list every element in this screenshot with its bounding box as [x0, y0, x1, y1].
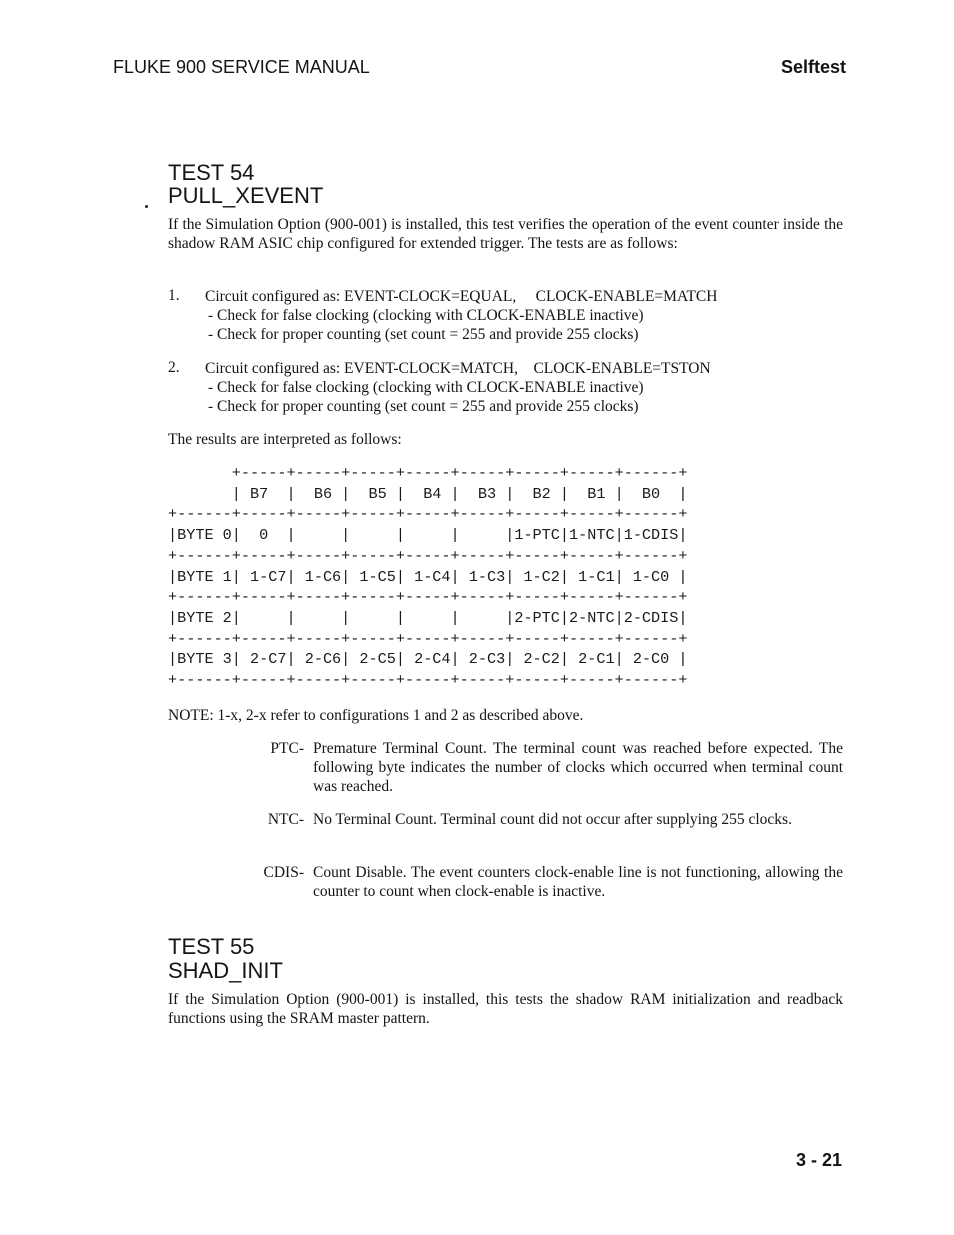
item-2-number: 2.	[168, 359, 180, 376]
test55-subtitle: SHAD_INIT	[168, 958, 283, 983]
item-1-sub-1: - Check for false clocking (clocking with CLOCK-ENABLE inactive)	[208, 307, 644, 324]
definition-term-ptc: PTC-	[270, 740, 304, 757]
results-intro: The results are interpreted as follows:	[168, 431, 402, 448]
test54-title: TEST 54	[168, 160, 255, 185]
item-1-text: Circuit configured as: EVENT-CLOCK=EQUAL, CLOCK-ENABLE=MATCH	[205, 288, 718, 305]
test55-intro: If the Simulation Option (900-001) is installed, this tests the shadow RAM initialization and readback functions using the SRAM master pattern.	[168, 991, 843, 1027]
definition-text-cdis: Count Disable. The event counters clock-enable line is not functioning, allowing the counter to count when clock-enable is inactive.	[313, 864, 843, 900]
byte-bit-table: +-----+-----+-----+-----+-----+-----+-----+------+ | B7 | B6 | B5 | B4 | B3 | B2 | B1 | B0 | +------+-----+-----+-----+-----+-----+-----+-----+------+ |BYTE 0| 0 | | | | |1-PTC|1-NTC|1-CDIS| +------+-----+-----+-----+-----+-----+-----+-----+------+ |BYTE 1| 1-C7| 1-C6| 1-C5| 1-C4| 1-C3| 1-C2| 1-C1| 1-C0 | +------+-----+-----+-----+-----+-----+-----+-----+------+ |BYTE 2| | | | | |2-PTC|2-NTC|2-CDIS| +------+-----+-----+-----+-----+-----+-----+-----+------+ |BYTE 3| 2-C7| 2-C6| 2-C5| 2-C4| 2-C3| 2-C2| 2-C1| 2-C0 | +------+-----+-----+-----+-----+-----+-----+-----+------+	[168, 464, 688, 690]
definition-term-ntc: NTC-	[267, 811, 304, 828]
table-note: NOTE: 1-x, 2-x refer to configurations 1 and 2 as described above.	[168, 707, 584, 724]
test55-title: TEST 55	[168, 934, 255, 959]
test54-subtitle: PULL_XEVENT	[168, 183, 324, 208]
item-2-sub-2: - Check for proper counting (set count = 255 and provide 255 clocks)	[208, 398, 639, 415]
test54-intro: If the Simulation Option (900-001) is installed, this test verifies the operation of the event counter inside the shadow RAM ASIC chip configured for extended trigger. The tests are as follows:	[168, 216, 843, 252]
item-1-number: 1.	[168, 287, 180, 304]
item-1-sub-2: - Check for proper counting (set count = 255 and provide 255 clocks)	[208, 326, 639, 343]
bullet-mark	[145, 205, 148, 208]
header-manual-title: FLUKE 900 SERVICE MANUAL	[113, 57, 370, 77]
definition-text-ntc: No Terminal Count. Terminal count did not occur after supplying 255 clocks.	[313, 811, 792, 828]
page-number: 3 - 21	[795, 1150, 842, 1170]
item-2-sub-1: - Check for false clocking (clocking with CLOCK-ENABLE inactive)	[208, 379, 644, 396]
definition-term-cdis: CDIS-	[263, 864, 304, 881]
header-section-title: Selftest	[780, 57, 846, 77]
item-2-text: Circuit configured as: EVENT-CLOCK=MATCH, CLOCK-ENABLE=TSTON	[205, 360, 711, 377]
definition-text-ptc: Premature Terminal Count. The terminal count was reached before expected. The following byte indicates the number of clocks which occurred when terminal count was reached.	[313, 740, 843, 795]
